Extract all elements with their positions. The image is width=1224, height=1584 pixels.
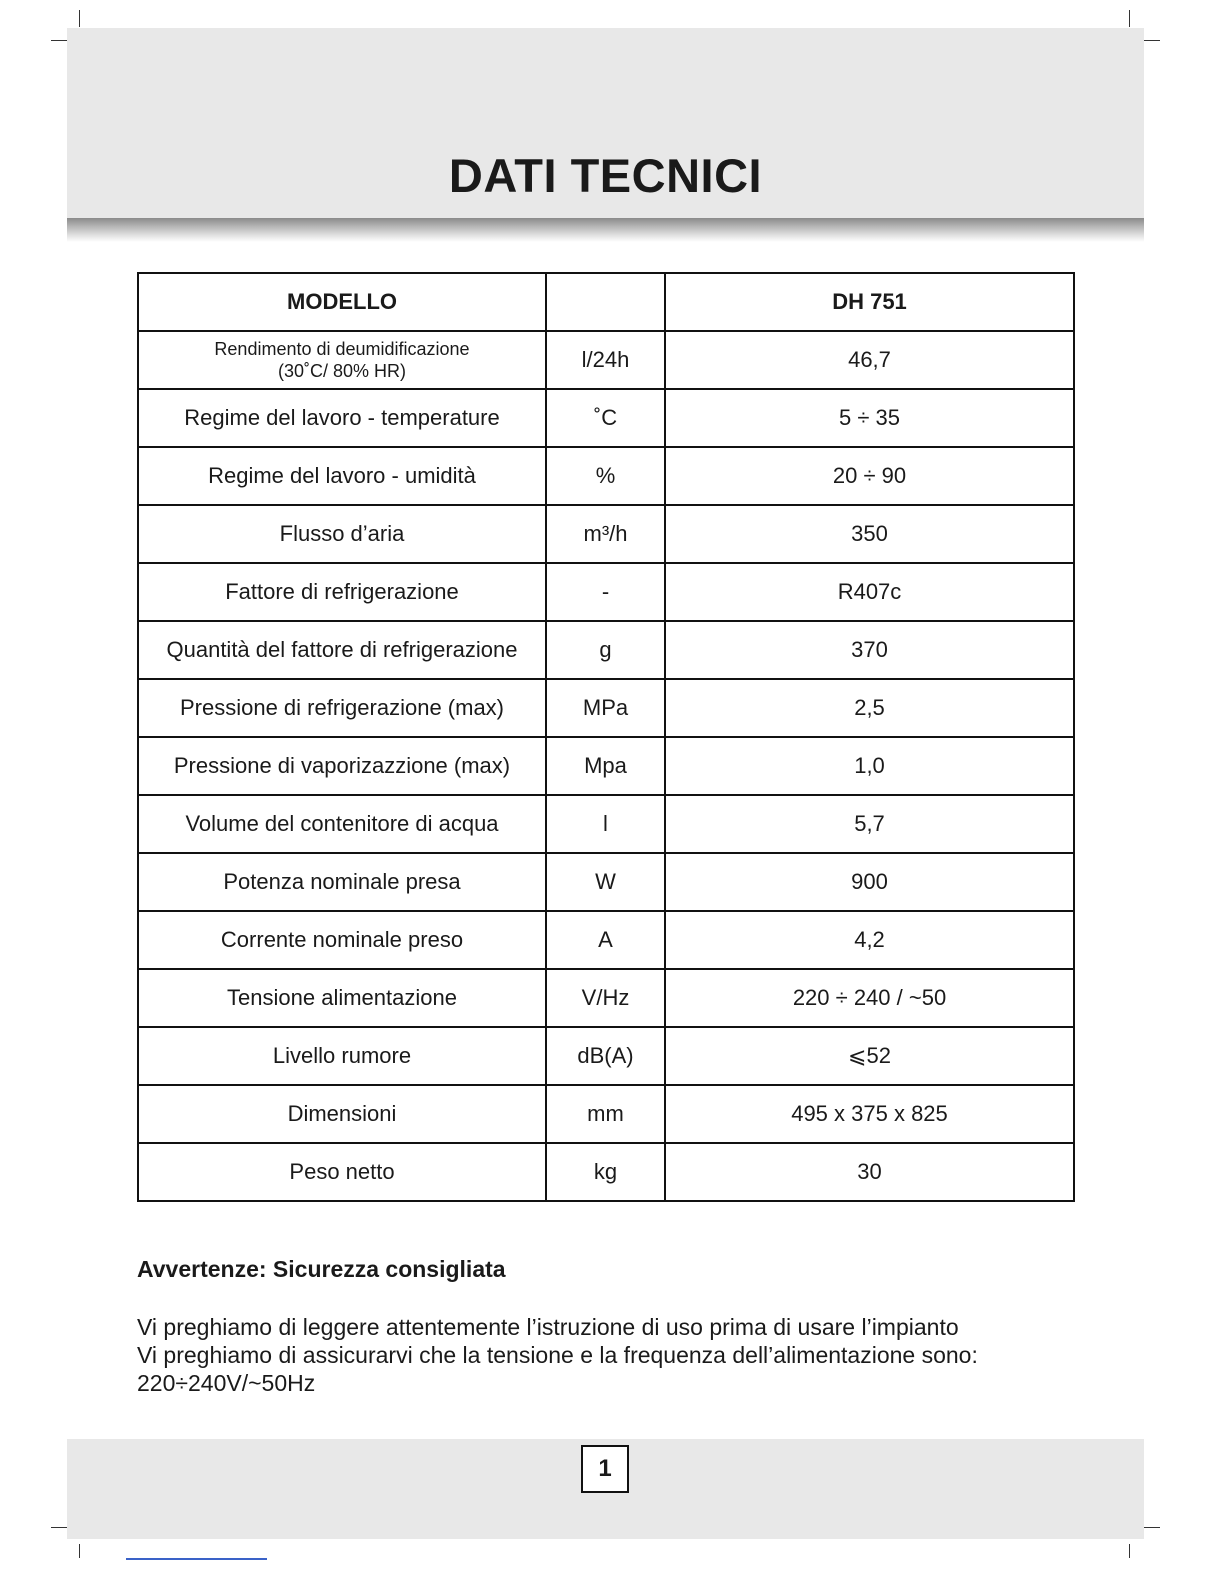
- row-value: 900: [665, 853, 1074, 911]
- row-label: Dimensioni: [138, 1085, 546, 1143]
- row-unit: A: [546, 911, 665, 969]
- row-label: [138, 331, 546, 389]
- row-label: Livello rumore: [138, 1027, 546, 1085]
- table-row: [138, 969, 1074, 1027]
- row-value: 4,2: [665, 911, 1074, 969]
- table-row: [138, 853, 1074, 911]
- crop-mark: [1129, 1544, 1130, 1558]
- table-row: [138, 505, 1074, 563]
- table-row: [138, 911, 1074, 969]
- row-label: Regime del lavoro - umidità: [138, 447, 546, 505]
- row-value: 220 ÷ 240 / ~50: [665, 969, 1074, 1027]
- table-row: [138, 447, 1074, 505]
- table-row: [138, 679, 1074, 737]
- row-unit: mm: [546, 1085, 665, 1143]
- spec-table: [137, 272, 1075, 1202]
- row-label-line: Rendimento di deumidificazione: [214, 339, 470, 359]
- table-row: [138, 1027, 1074, 1085]
- row-value: 370: [665, 621, 1074, 679]
- table-row: [138, 795, 1074, 853]
- row-value: 495 x 375 x 825: [665, 1085, 1074, 1143]
- row-unit: -: [546, 563, 665, 621]
- page-number: 1: [581, 1445, 629, 1493]
- row-unit: W: [546, 853, 665, 911]
- row-value: 5,7: [665, 795, 1074, 853]
- table-row: [138, 563, 1074, 621]
- header-shadow: [67, 218, 1144, 242]
- row-value: 350: [665, 505, 1074, 563]
- warnings-title: Avvertenze: Sicurezza consigliata: [137, 1256, 506, 1282]
- row-unit: l: [546, 795, 665, 853]
- blue-underline: [126, 1558, 267, 1560]
- row-unit: kg: [546, 1143, 665, 1201]
- row-label: Quantità del fattore di refrigerazione: [138, 621, 546, 679]
- row-unit: dB(A): [546, 1027, 665, 1085]
- row-label: Peso netto: [138, 1143, 546, 1201]
- page-title: DATI TECNICI: [448, 149, 763, 202]
- row-unit: g: [546, 621, 665, 679]
- warning-line: Vi preghiamo di leggere attentemente l’istruzione di uso prima di usare l’impianto: [137, 1314, 959, 1340]
- row-label: Fattore di refrigerazione: [138, 563, 546, 621]
- table-row: [138, 1085, 1074, 1143]
- table-row: [138, 331, 1074, 389]
- warning-line: Vi preghiamo di assicurarvi che la tensione e la frequenza dell’alimentazione sono:: [137, 1342, 978, 1368]
- row-label: Flusso d’aria: [138, 505, 546, 563]
- table-row: [138, 737, 1074, 795]
- header-unit: [546, 273, 665, 331]
- row-label: Pressione di vaporizazzione (max): [138, 737, 546, 795]
- table-row: [138, 1143, 1074, 1201]
- row-label-line: (30˚C/ 80% HR): [277, 361, 407, 381]
- crop-mark: [1144, 40, 1160, 41]
- header-model-code: DH 751: [665, 273, 1074, 331]
- row-value: 46,7: [665, 331, 1074, 389]
- warning-line: 220÷240V/~50Hz: [137, 1370, 316, 1396]
- row-unit: m³/h: [546, 505, 665, 563]
- crop-mark: [1129, 10, 1130, 27]
- row-unit: Mpa: [546, 737, 665, 795]
- row-value: 1,0: [665, 737, 1074, 795]
- warnings-text: [137, 1313, 1097, 1397]
- row-label: Tensione alimentazione: [138, 969, 546, 1027]
- row-unit: V/Hz: [546, 969, 665, 1027]
- row-unit: %: [546, 447, 665, 505]
- row-unit: MPa: [546, 679, 665, 737]
- row-value: R407c: [665, 563, 1074, 621]
- table-header-row: [138, 273, 1074, 331]
- crop-mark: [51, 40, 67, 41]
- crop-mark: [79, 1544, 80, 1558]
- row-value: 5 ÷ 35: [665, 389, 1074, 447]
- row-label: Volume del contenitore di acqua: [138, 795, 546, 853]
- row-unit: ˚C: [546, 389, 665, 447]
- crop-mark: [79, 10, 80, 27]
- table-row: [138, 621, 1074, 679]
- row-value: 30: [665, 1143, 1074, 1201]
- row-value: 20 ÷ 90: [665, 447, 1074, 505]
- crop-mark: [51, 1527, 67, 1528]
- row-value: ⩽52: [665, 1027, 1074, 1085]
- row-unit: l/24h: [546, 331, 665, 389]
- row-value: 2,5: [665, 679, 1074, 737]
- table-row: [138, 389, 1074, 447]
- row-label: Regime del lavoro - temperature: [138, 389, 546, 447]
- row-label: Potenza nominale presa: [138, 853, 546, 911]
- header-model: MODELLO: [138, 273, 546, 331]
- row-label: Corrente nominale preso: [138, 911, 546, 969]
- crop-mark: [1144, 1527, 1160, 1528]
- row-label: Pressione di refrigerazione (max): [138, 679, 546, 737]
